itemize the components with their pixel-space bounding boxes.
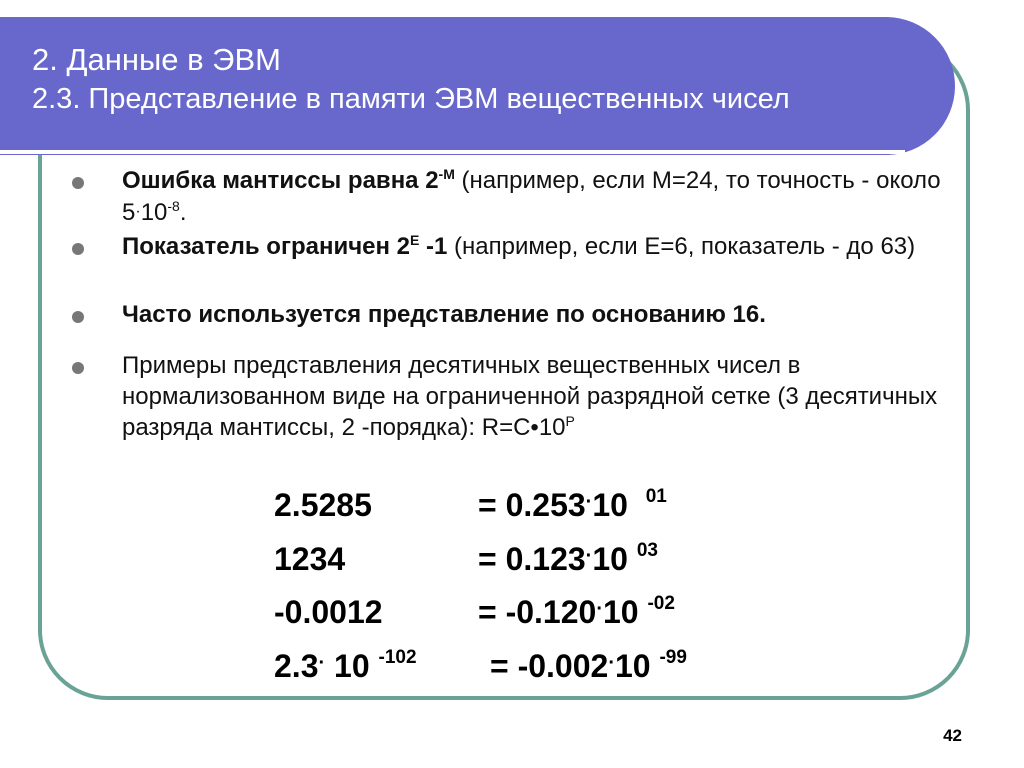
example-base: 10 <box>592 541 628 577</box>
example-mantissa: = -0.002 <box>490 648 609 684</box>
bullet-span: . <box>179 199 187 226</box>
bullet-sup: E <box>410 232 420 248</box>
example-base: 10 <box>592 487 628 523</box>
example-exponent: 01 <box>645 486 667 507</box>
bullet-marker <box>72 243 84 255</box>
bullet-span: 10 <box>538 414 566 441</box>
example-exponent: -99 <box>659 647 687 668</box>
example-mantissa: = 0.253 <box>478 487 586 523</box>
bullet-text-4 <box>122 350 972 443</box>
example-base: 10 <box>325 648 370 684</box>
example-left: 1234 <box>274 541 346 577</box>
example-exponent: -102 <box>378 647 417 668</box>
bullet-span: (например, если Е=6, показатель - до 63) <box>447 233 916 260</box>
bullet-sup: -M <box>438 166 455 182</box>
multiply-dot: · <box>585 491 593 513</box>
slide-subtitle: 2.3. Представление в памяти ЭВМ вещественных чисел <box>32 83 790 115</box>
bullet-bold: -1 <box>419 233 448 260</box>
bullet-text-2 <box>122 231 972 262</box>
bullet-span: (например, если М=24, то точность - около 5 <box>122 167 941 226</box>
example-base: 10 <box>602 594 639 630</box>
example-base: 10 <box>614 648 651 684</box>
multiply-dot: · <box>596 598 603 620</box>
bullet-bold: Ошибка мантиссы равна 2 <box>122 167 439 194</box>
multiply-dot: · <box>585 545 593 567</box>
multiply-dot: · <box>135 203 141 220</box>
bullet-text-3 <box>122 299 972 330</box>
bullet-text-1 <box>122 165 972 228</box>
multiply-dot: · <box>318 652 326 674</box>
slide-title: 2. Данные в ЭВМ <box>32 42 281 77</box>
example-left: 2.3 <box>274 648 319 684</box>
bullet-span: 10 <box>140 199 168 226</box>
example-mantissa: = -0.120 <box>478 594 597 630</box>
example-exponent: 03 <box>636 540 658 561</box>
bullet-marker <box>72 362 84 374</box>
bullet-bold: Часто используется представление по основанию 16. <box>122 301 766 328</box>
bullet-sup: P <box>565 413 575 429</box>
example-exponent: -02 <box>647 593 675 614</box>
bullet-bold: Показатель ограничен 2 <box>122 233 410 260</box>
bullet-operator: • <box>530 414 539 441</box>
example-left: 2.5285 <box>274 487 372 523</box>
title-underline <box>0 150 905 154</box>
bullet-marker <box>72 177 84 189</box>
bullet-sup: -8 <box>167 198 180 214</box>
page-number: 42 <box>943 726 962 745</box>
example-mantissa: = 0.123 <box>478 541 586 577</box>
multiply-dot: · <box>608 652 615 674</box>
bullet-marker <box>72 311 84 323</box>
bullet-span: Примеры представления десятичных вещественных чисел в нормализованном виде на ограниченной разрядной сетке (3 десятичных разряда мантиссы, 2 -порядка): R=C <box>122 352 938 441</box>
example-left: -0.0012 <box>274 594 383 630</box>
